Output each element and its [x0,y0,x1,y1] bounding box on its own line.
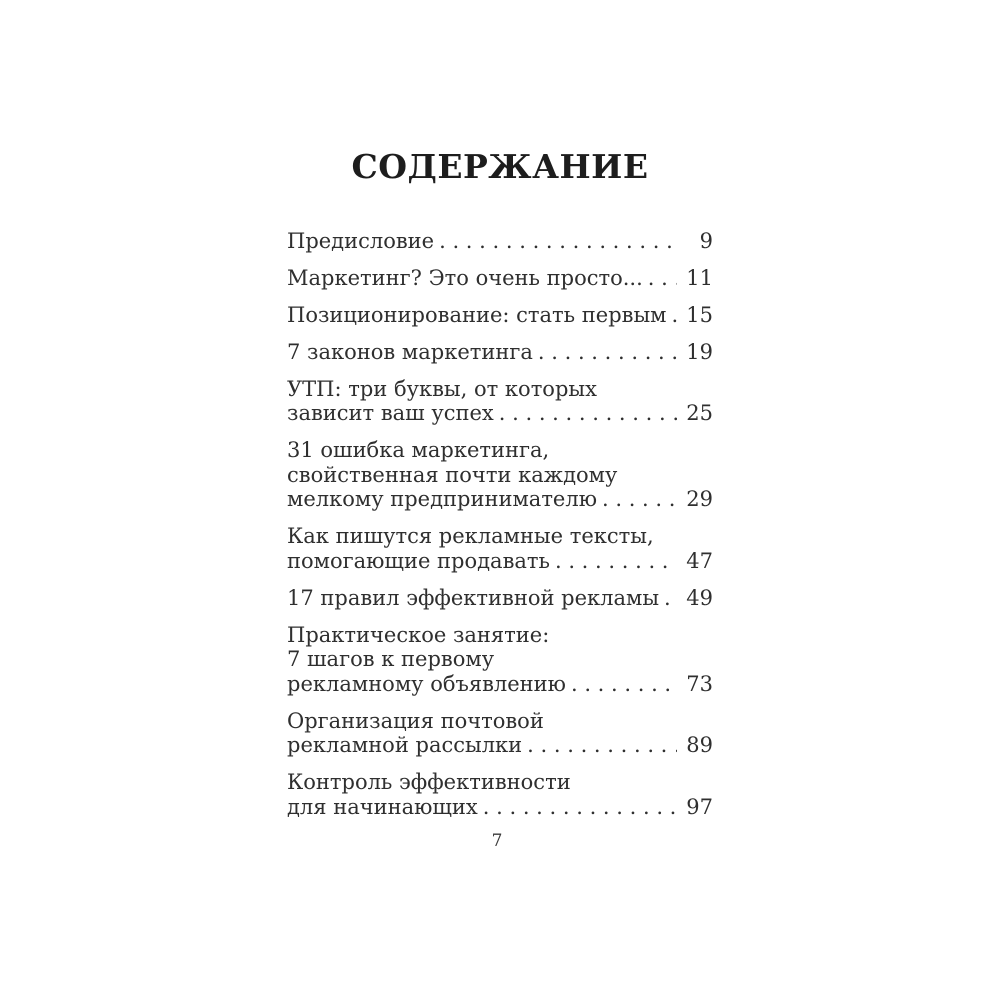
toc-entry-line [287,549,713,574]
toc-entry-text: 7 шагов к первому [287,647,495,672]
toc-entry-text: зависит ваш успех [287,401,494,426]
toc-page-number: 25 [686,401,713,426]
toc-entry-text: Контроль эффективности [287,770,571,795]
dot-leader [478,795,677,820]
toc-list [287,229,713,820]
toc-entry-text: Организация почтовой [287,708,544,733]
toc-entry-text: для начинающих [287,794,478,819]
toc-entry-line [287,709,713,734]
toc-page-number: 97 [686,794,713,819]
toc-entry-line [287,524,713,549]
toc-page-number: 19 [686,339,713,364]
toc-entry [287,438,713,512]
dot-leader [522,733,677,758]
toc-entry [287,770,713,819]
toc-page-number: 15 [686,302,713,327]
dot-leader [550,549,677,574]
toc-entry [287,266,713,291]
toc-entry [287,709,713,758]
toc-entry-line [287,377,713,402]
footer-page-number: 7 [491,831,503,851]
toc-entry-text: свойственная почти каждому [287,462,618,487]
dot-leader [566,672,677,697]
toc-entry-text: помогающие продавать [287,548,550,573]
toc-entry-line [287,770,713,795]
toc-entry-line [287,733,713,758]
toc-page-number: 9 [699,228,713,253]
dot-leader [659,586,677,611]
toc-entry-line [287,586,713,611]
toc-entry-line [287,623,713,648]
toc-page-number: 47 [686,548,713,573]
toc-entry [287,340,713,365]
toc-page-number: 73 [686,671,713,696]
toc-entry-line [287,487,713,512]
toc-entry-line [287,340,713,365]
toc-entry-line [287,303,713,328]
toc-entry-line [287,672,713,697]
toc-entry-text: Маркетинг? Это очень просто... [287,265,643,290]
toc-entry [287,524,713,573]
toc-entry-line [287,647,713,672]
toc-entry-text: УТП: три буквы, от которых [287,376,597,401]
toc-entry [287,303,713,328]
toc-entry-line [287,266,713,291]
toc-entry [287,586,713,611]
toc-entry-line [287,795,713,820]
toc-entry-text: Практическое занятие: [287,622,550,647]
toc-page-number: 49 [686,585,713,610]
toc-page-number: 29 [686,487,713,512]
toc-entry-line [287,401,713,426]
dot-leader [643,266,677,291]
toc-entry [287,623,713,697]
toc-page-number: 11 [686,265,713,290]
toc-entry-line [287,463,713,488]
page-title: СОДЕРЖАНИЕ [351,147,649,186]
toc-entry-text: 31 ошибка маркетинга, [287,438,550,463]
toc-entry [287,377,713,426]
toc-entry-text: рекламной рассылки [287,733,523,758]
toc-entry-text: Предисловие [287,228,435,253]
dot-leader [597,487,677,512]
toc-entry-text: Позиционирование: стать первым [287,302,667,327]
toc-entry-text: 17 правил эффективной рекламы [287,585,660,610]
toc-entry-line [287,438,713,463]
dot-leader [533,340,677,365]
dot-leader [494,401,677,426]
toc-entry-text: рекламному объявлению [287,671,566,696]
toc-page-number: 89 [686,733,713,758]
toc-entry [287,229,713,254]
dot-leader [667,303,677,328]
toc-entry-line [287,229,713,254]
toc-entry-text: Как пишутся рекламные тексты, [287,524,654,549]
toc-entry-text: 7 законов маркетинга [287,339,533,364]
toc-entry-text: мелкому предпринимателю [287,487,597,512]
dot-leader [434,229,677,254]
